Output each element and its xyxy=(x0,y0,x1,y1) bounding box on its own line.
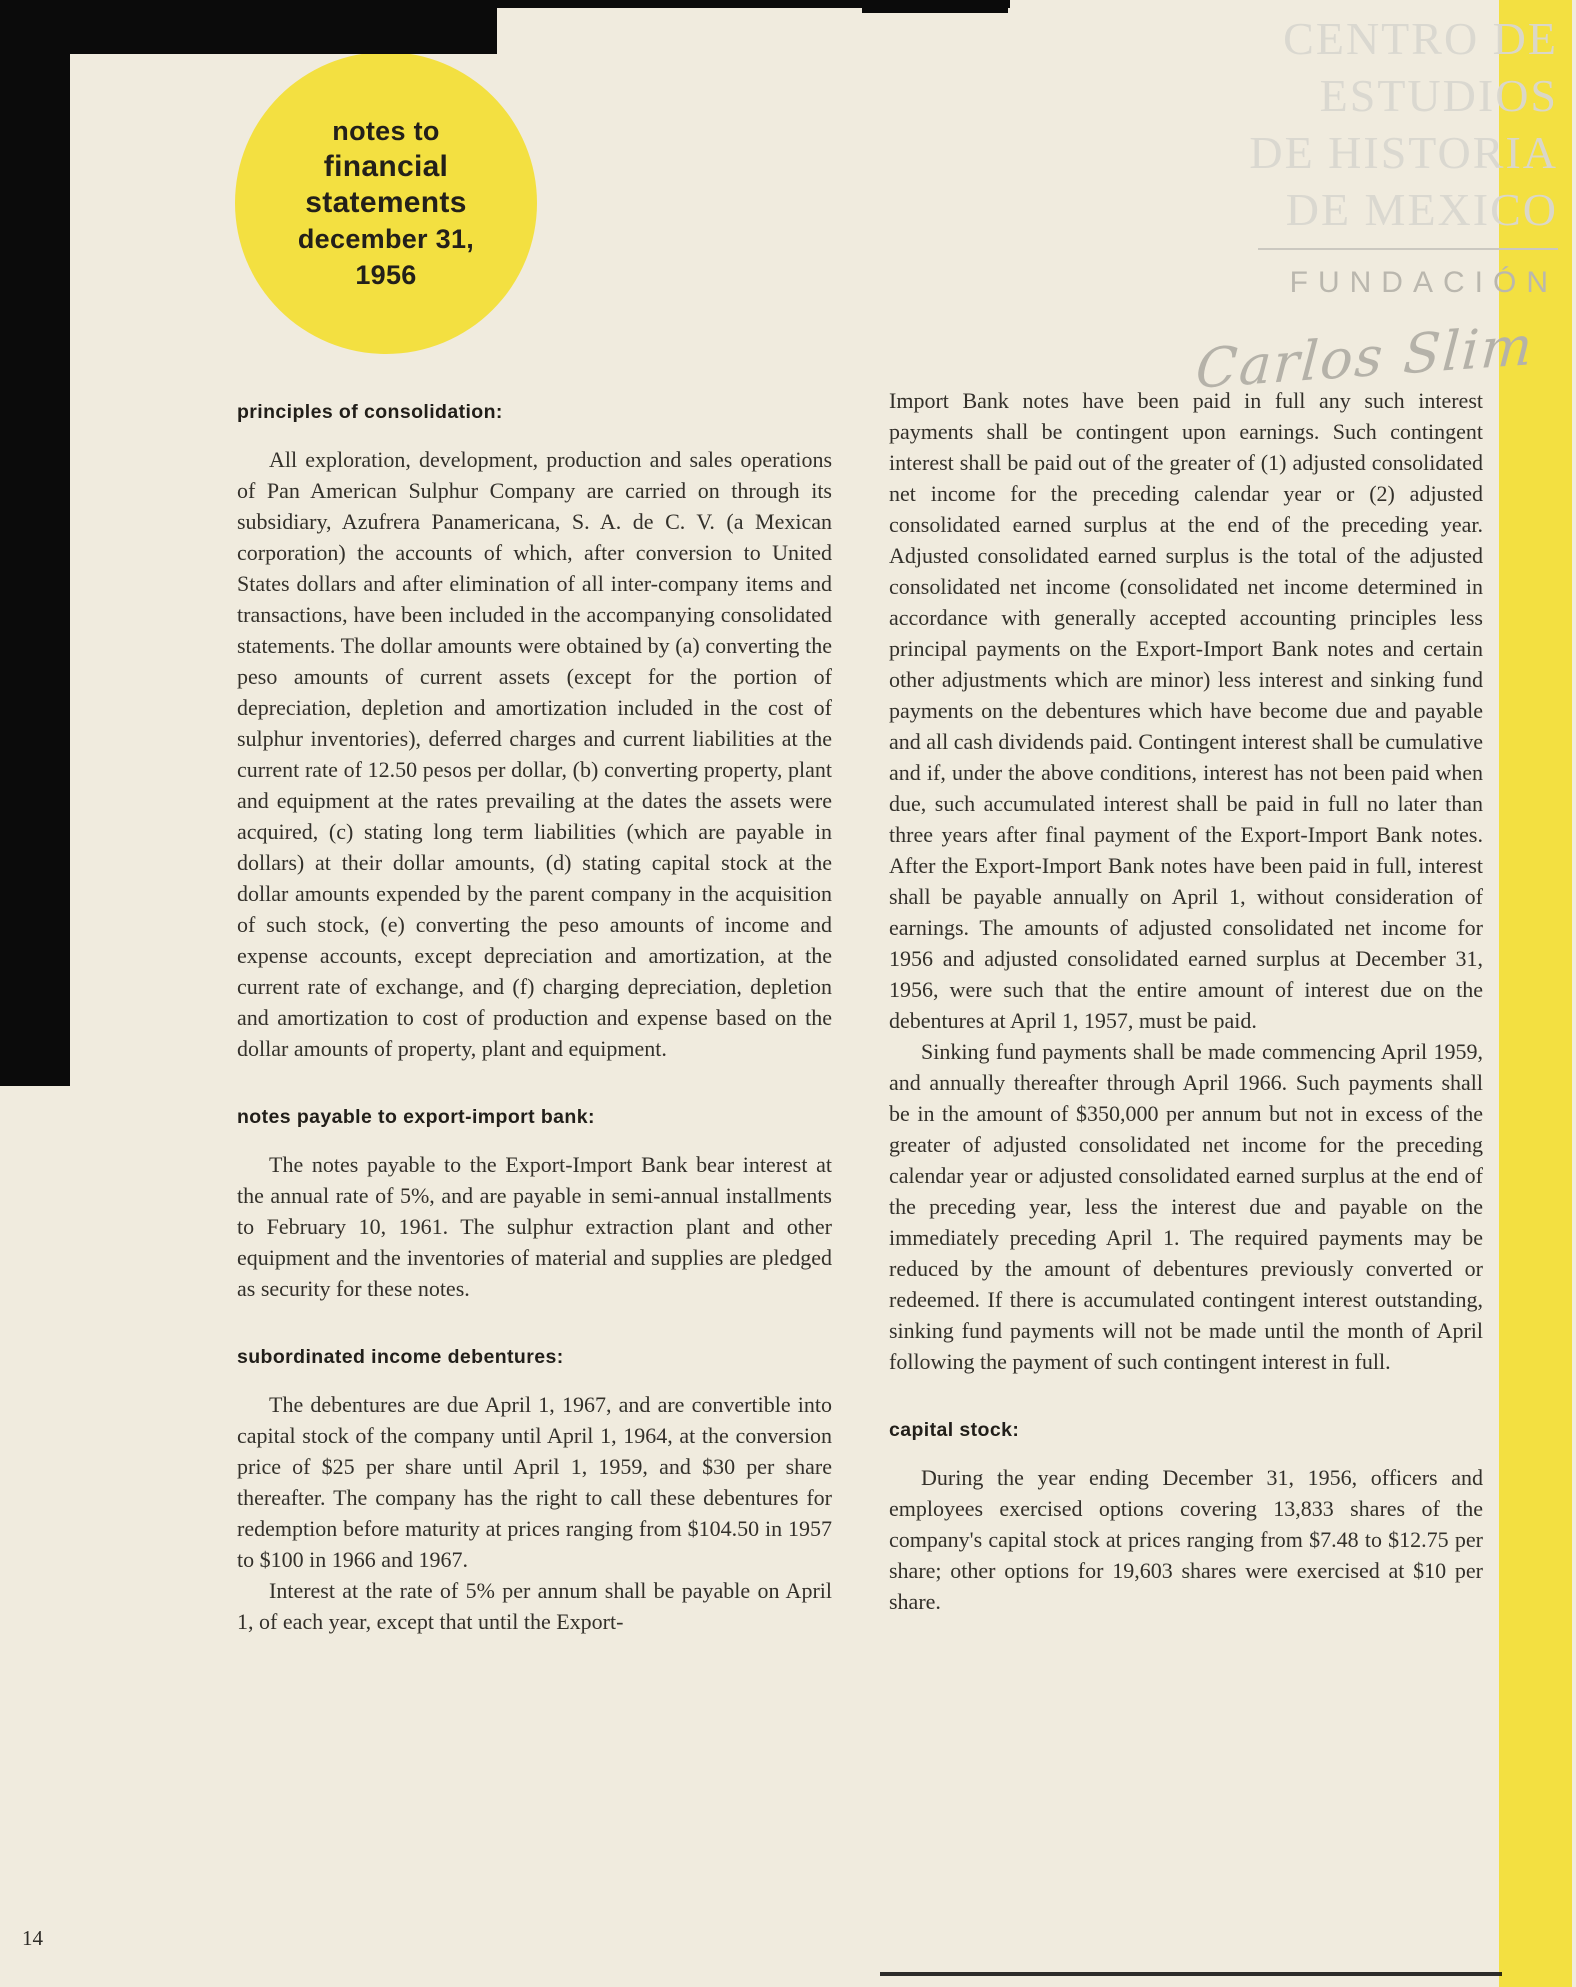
watermark-line: CENTRO DE xyxy=(1283,13,1558,64)
heading-principles-of-consolidation: principles of consolidation: xyxy=(237,401,503,423)
scan-edge-top-left xyxy=(0,0,497,54)
paragraph-debentures-1: The debentures are due April 1, 1967, and are convertible into capital stock of the company until April 1, 1964, at the conversion price of $25 per share until April 1, 1959, and $30 per share thereafter. The company has the right to call these debentures for redemption before maturity at prices ranging from $104.50 in 1957 to $100 in 1966 and 1967. xyxy=(237,1392,832,1572)
paragraph-debentures-2: Interest at the rate of 5% per annum shall be payable on April 1, of each year, except that until the Export- xyxy=(237,1578,832,1634)
heading-subordinated-debentures: subordinated income debentures: xyxy=(237,1346,564,1368)
title-badge-circle xyxy=(235,52,537,354)
badge-line: notes to xyxy=(332,116,440,146)
scan-edge-bottom xyxy=(880,1972,1502,1976)
column-left xyxy=(237,385,832,1637)
heading-capital-stock: capital stock: xyxy=(889,1419,1020,1441)
foundation-label: FUNDACIÓN xyxy=(1289,266,1558,299)
page-number: 14 xyxy=(22,1926,43,1950)
paragraph-debentures-continuation: Import Bank notes have been paid in full any such interest payments shall be contingent upon earnings. Such contingent interest shall be paid out of the greater of (1) adjusted consolidated net income for the preceding calendar year or (2) adjusted consolidated earned surplus at the end of the preceding year. Adjusted consolidated earned surplus is the total of the adjusted consolidated net income (consolidated net income determined in accordance with generally accepted accounting principles less principal payments on the Export-Import Bank notes and certain other adjustments which are minor) less interest and sinking fund payments on the debentures which have become due and payable and all cash dividends paid. Contingent interest shall be cumulative and if, under the above conditions, interest has not been paid when due, such accumulated interest shall be paid in full no later than three years after final payment of the Export-Import Bank notes. After the Export-Import Bank notes have been paid in full, interest shall be payable annually on April 1, without consideration of earnings. The amounts of adjusted consolidated net income for 1956 and adjusted consolidated earned surplus at December 31, 1956, were such that the entire amount of interest due on the debentures at April 1, 1957, must be paid. xyxy=(889,388,1483,1033)
badge-line: december 31, xyxy=(297,224,475,254)
paragraph-sinking-fund: Sinking fund payments shall be made commencing April 1959, and annually thereafter through April 1966. Such payments shall be in the amount of $350,000 per annum but not in excess of the greater of adjusted consolidated net income for the preceding calendar year or adjusted consolidated earned surplus at the end of the preceding year, less the interest due and payable on the immediately preceding April 1. The required payments may be reduced by the amount of debentures previously converted or redeemed. If there is accumulated contingent interest outstanding, sinking fund payments will not be made until the month of April following the payment of such contingent interest in full. xyxy=(889,1039,1483,1374)
scan-edge-left xyxy=(0,0,70,1086)
watermark-line: DE MEXICO xyxy=(1285,184,1558,235)
badge-line: financial xyxy=(323,150,449,183)
heading-notes-payable: notes payable to export-import bank: xyxy=(237,1106,595,1128)
badge-line: statements xyxy=(305,186,467,219)
watermark-line: DE HISTORIA xyxy=(1249,127,1558,178)
paragraph-notes-payable: The notes payable to the Export-Import Bank bear interest at the annual rate of 5%, and are payable in semi-annual installments to February 10, 1961. The sulphur extraction plant and other equipment and the inventories of material and supplies are pledged as security for these notes. xyxy=(237,1152,832,1301)
scan-edge-top-tick xyxy=(862,0,1008,13)
archive-watermark xyxy=(978,10,1558,401)
paragraph-capital-stock: During the year ending December 31, 1956, officers and employees exercised options covering 13,833 shares of the company's capital stock at prices ranging from $7.48 to $12.75 per share; other options for 19,603 shares were exercised at $10 per share. xyxy=(889,1465,1483,1614)
column-right xyxy=(889,385,1483,1637)
accent-stripe xyxy=(1499,0,1572,1987)
watermark-line: ESTUDIOS xyxy=(1319,70,1558,121)
badge-line: 1956 xyxy=(355,260,417,290)
content-columns xyxy=(237,385,1483,1637)
signature-carlos-slim: Carlos Slim xyxy=(1193,313,1537,401)
paragraph-principles: All exploration, development, production and sales operations of Pan American Sulphur Company are carried on through its subsidiary, Azufrera Panamericana, S. A. de C. V. (a Mexican corporation) the accounts of which, after conversion to United States dollars and after elimination of all inter-company items and transactions, have been included in the accompanying consolidated statements. The dollar amounts were obtained by (a) converting the peso amounts of current assets (except for the portion of depreciation, depletion and amortization included in the cost of sulphur inventories), deferred charges and current liabilities at the current rate of 12.50 pesos per dollar, (b) converting property, plant and equipment at the rates prevailing at the dates the assets were acquired, (c) stating long term liabilities (which are payable in dollars) at their dollar amounts, (d) stating capital stock at the dollar amounts expended by the parent company in the acquisition of such stock, (e) converting the peso amounts of income and expense accounts, except depreciation and amortization, at the current rate of exchange, and (f) charging depreciation, depletion and amortization to cost of production and expense based on the dollar amounts of property, plant and equipment. xyxy=(237,447,832,1061)
